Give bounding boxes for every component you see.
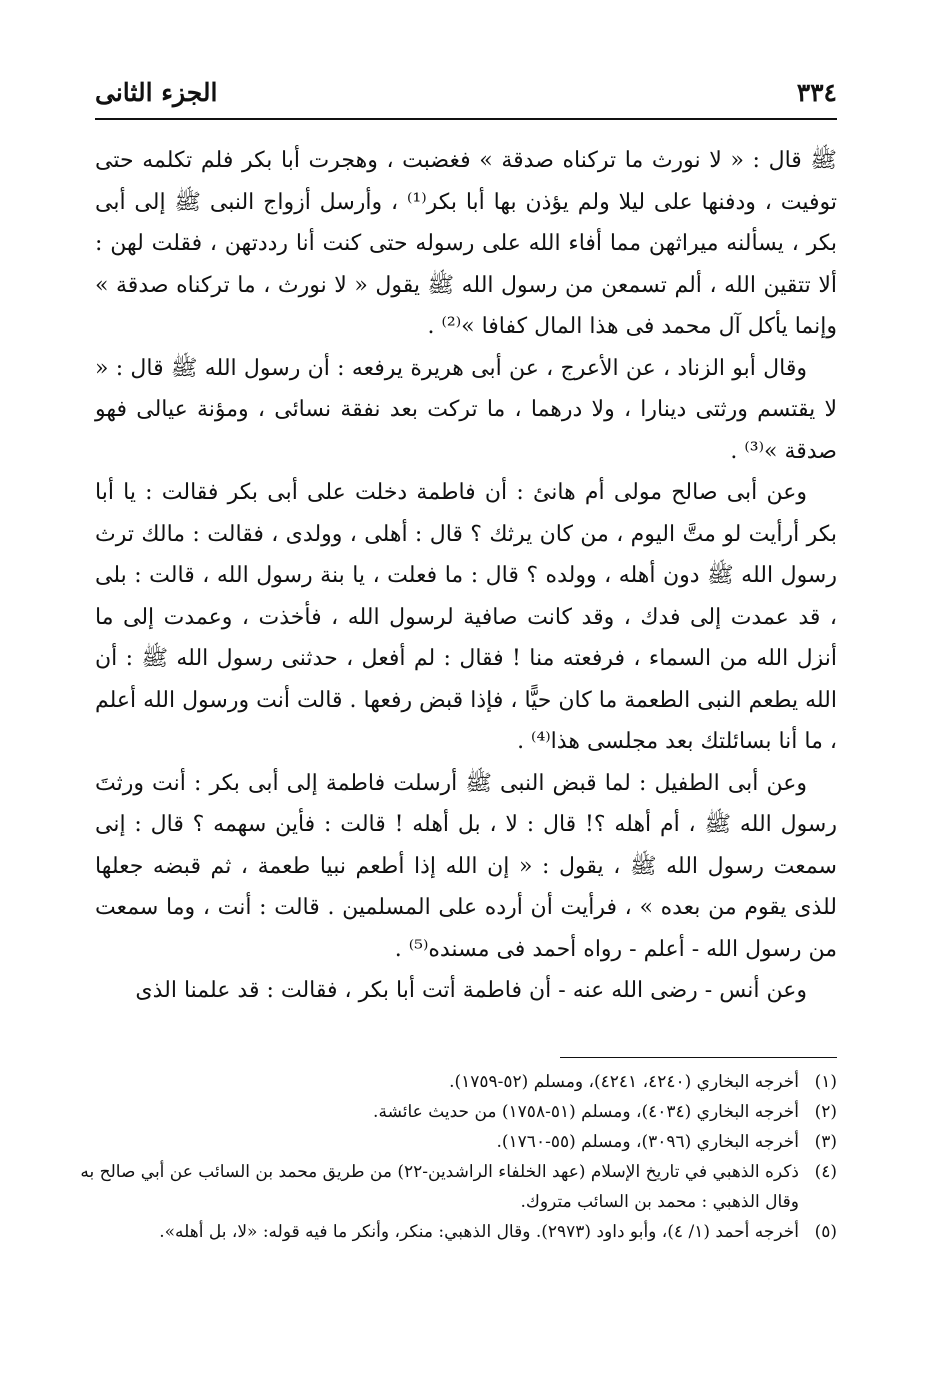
footnote-mark: (٣) (814, 1132, 837, 1152)
page-header (95, 72, 837, 112)
footnote-mark: (٤) (814, 1162, 837, 1182)
running-title: الجزء الثانى (95, 77, 218, 107)
footnote-3 (80, 1127, 837, 1157)
footnote-1 (80, 1067, 837, 1097)
footnote-5 (80, 1217, 837, 1247)
footnote-4 (80, 1157, 837, 1217)
footnote-mark: (١) (814, 1072, 837, 1092)
paragraph-3: وعن أبى صالح مولى أم هانئ : أن فاطمة دخلت على أبى بكر فقالت : يا أبا بكر أرأيت لو متَّ اليوم ، من كان يرثك ؟ قال : أهلى ، وولدى ، فقالت : مالك ترث رسول الله ﷺ دون أهله ، وولده ؟ قال : ما فعلت ، يا بنة رسول الله ، قالت : بلى ، قد عمدت إلى فدك ، وقد كانت صافية لرسول الله ، فأخذت ، وعمدت إلى ما أنزل الله من السماء ، فرفعته منا ! فقال : لم أفعل ، حدثنى رسول الله ﷺ : أن الله يطعم النبى الطعمة ما كان حيًّا ، فإذا قبض رفعها . قالت أنت ورسول الله أعلم ، ما أنا بسائلتك بعد مجلسى هذا⁽⁴⁾ . (95, 480, 837, 754)
paragraph-4: وعن أبى الطفيل : لما قبض النبى ﷺ أرسلت فاطمة إلى أبى بكر : أنت ورثتَ رسول الله ﷺ ، أم أهله ؟! قال : لا ، بل أهله ! قالت : فأين سهمه ؟ قال : إنى سمعت رسول الله ﷺ ، يقول : « إن الله إذا أطعم نبيا طعمة ، ثم قبضه جعلها للذى يقوم من بعده » ، فرأيت أن أرده على المسلمين . قالت : أنت ، وما سمعت من رسول الله - أعلم - رواه أحمد فى مسنده⁽⁵⁾ . (95, 770, 837, 962)
paragraph-2: وقال أبو الزناد ، عن الأعرج ، عن أبى هريرة يرفعه : أن رسول الله ﷺ قال : « لا يقتسم ورثتى دينارا ، ولا درهما ، ما تركت بعد نفقة نسائى ، ومؤنة عيالى فهو صدقة »⁽³⁾ . (95, 355, 837, 464)
footnote-text: أخرجه البخاري (٤٢٤٠، ٤٢٤١)، ومسلم (٥٢-١٧٥٩). (449, 1072, 799, 1092)
footnote-text: ذكره الذهبي في تاريخ الإسلام (عهد الخلفاء الراشدين-٢٢) من طريق محمد بن السائب عن أبي صالح به وقال الذهبي : محمد بن السائب متروك. (80, 1162, 799, 1212)
footnote-2 (80, 1097, 837, 1127)
footnote-mark: (٢) (814, 1102, 837, 1122)
footnote-rule (560, 1057, 837, 1058)
paragraph-5: وعن أنس - رضى الله عنه - أن فاطمة أتت أبا بكر ، فقالت : قد علمنا الذى (135, 978, 807, 1003)
footnote-mark: (٥) (814, 1222, 837, 1242)
footnote-text: أخرجه أحمد (١/ ٤)، وأبو داود (٢٩٧٣). وقال الذهبي: منكر، وأنكر ما فيه قوله: «لا، بل أهله». (159, 1222, 799, 1242)
footnotes (80, 1067, 837, 1287)
main-text (95, 140, 837, 1050)
footnote-text: أخرجه البخاري (٣٠٩٦)، ومسلم (٥٥-١٧٦٠). (496, 1132, 799, 1152)
paragraph-1: ﷺ قال : « لا نورث ما تركناه صدقة » فغضبت ، وهجرت أبا بكر فلم تكلمه حتى توفيت ، ودفنها على ليلا ولم يؤذن بها أبا بكر⁽¹⁾ ، وأرسل أزواج النبى ﷺ إلى أبى بكر ، يسألنه ميراثهن مما أفاء الله على رسوله حتى كنت أنا رددتهن ، فقلت لهن : ألا تتقين الله ، ألم تسمعن من رسول الله ﷺ يقول « لا نورث ، ما تركناه صدقة » وإنما يأكل آل محمد فى هذا المال كفافا »⁽²⁾ . (95, 148, 837, 339)
header-rule (95, 118, 837, 120)
page-number: ٣٣٤ (796, 77, 837, 107)
footnote-text: أخرجه البخاري (٤٠٣٤)، ومسلم (٥١-١٧٥٨) من حديث عائشة. (373, 1102, 799, 1122)
